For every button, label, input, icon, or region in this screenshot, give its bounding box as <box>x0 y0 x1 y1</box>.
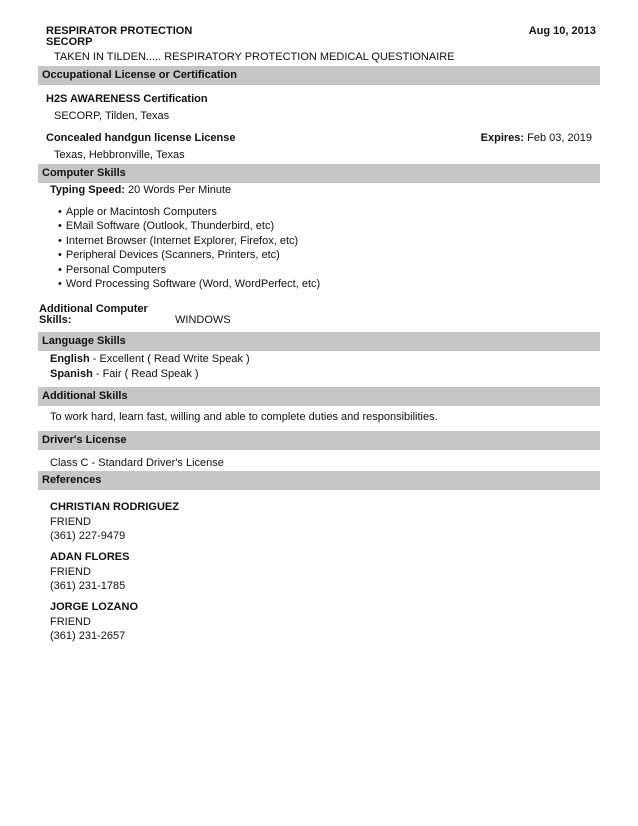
license-2-name: Concealed handgun license License <box>46 132 236 144</box>
section-heading-drivers: Driver's License <box>38 431 600 450</box>
license-1-location: SECORP, Tilden, Texas <box>54 110 170 122</box>
computer-skill-item: • EMail Software (Outlook, Thunderbird, etc) <box>58 220 274 233</box>
license-2-expires-value: Feb 03, 2019 <box>527 132 592 144</box>
reference-phone: (361) 227-9479 <box>50 530 126 542</box>
reference-name: ADAN FLORES <box>50 551 130 563</box>
header-date: Aug 10, 2013 <box>528 25 596 37</box>
header-title-line1: RESPIRATOR PROTECTION <box>46 25 193 37</box>
reference-name: CHRISTIAN RODRIGUEZ <box>50 501 179 513</box>
language-name: Spanish <box>50 368 93 380</box>
reference-relation: FRIEND <box>50 566 91 578</box>
reference-phone: (361) 231-1785 <box>50 580 126 592</box>
computer-skill-item: • Personal Computers <box>58 264 166 277</box>
language-level: - Fair ( Read Speak ) <box>92 368 199 380</box>
reference-relation: FRIEND <box>50 516 91 528</box>
computer-skill-item: • Internet Browser (Internet Explorer, Firefox, etc) <box>58 235 298 248</box>
header-title-line2: SECORP <box>46 36 93 48</box>
language-level: - Excellent ( Read Write Speak ) <box>89 353 250 365</box>
typing-speed-value: 20 Words Per Minute <box>128 184 232 196</box>
reference-phone: (361) 231-2657 <box>50 630 126 642</box>
section-heading-language: Language Skills <box>38 332 600 351</box>
additional-computer-value: WINDOWS <box>175 314 231 326</box>
computer-skill-item: • Peripheral Devices (Scanners, Printers, etc) <box>58 249 280 262</box>
computer-skill-item: • Apple or Macintosh Computers <box>58 206 217 219</box>
reference-relation: FRIEND <box>50 616 91 628</box>
license-2-location: Texas, Hebbronville, Texas <box>54 149 185 161</box>
license-2-expires <box>481 132 592 145</box>
header-note: TAKEN IN TILDEN..... RESPIRATORY PROTECTION MEDICAL QUESTIONAIRE <box>54 51 455 63</box>
section-heading-additional: Additional Skills <box>38 387 600 406</box>
language-name: English <box>50 353 90 365</box>
section-heading-computer: Computer Skills <box>38 164 600 183</box>
language-item <box>50 353 250 366</box>
computer-skill-item: • Word Processing Software (Word, WordPerfect, etc) <box>58 278 320 291</box>
reference-name: JORGE LOZANO <box>50 601 139 613</box>
additional-computer-label-1: Additional Computer <box>39 303 148 315</box>
license-2-expires-label: Expires: <box>480 132 525 144</box>
additional-skills-text: To work hard, learn fast, willing and able to complete duties and responsibilities. <box>50 411 438 423</box>
license-1-name: H2S AWARENESS Certification <box>46 93 208 105</box>
language-item <box>50 368 199 381</box>
typing-speed-label: Typing Speed: <box>50 184 125 196</box>
additional-computer-label-2: Skills: <box>39 314 72 326</box>
drivers-license-text: Class C - Standard Driver's License <box>50 457 224 469</box>
section-heading-licenses: Occupational License or Certification <box>38 66 600 85</box>
typing-speed <box>50 184 231 197</box>
section-heading-references: References <box>38 471 600 490</box>
